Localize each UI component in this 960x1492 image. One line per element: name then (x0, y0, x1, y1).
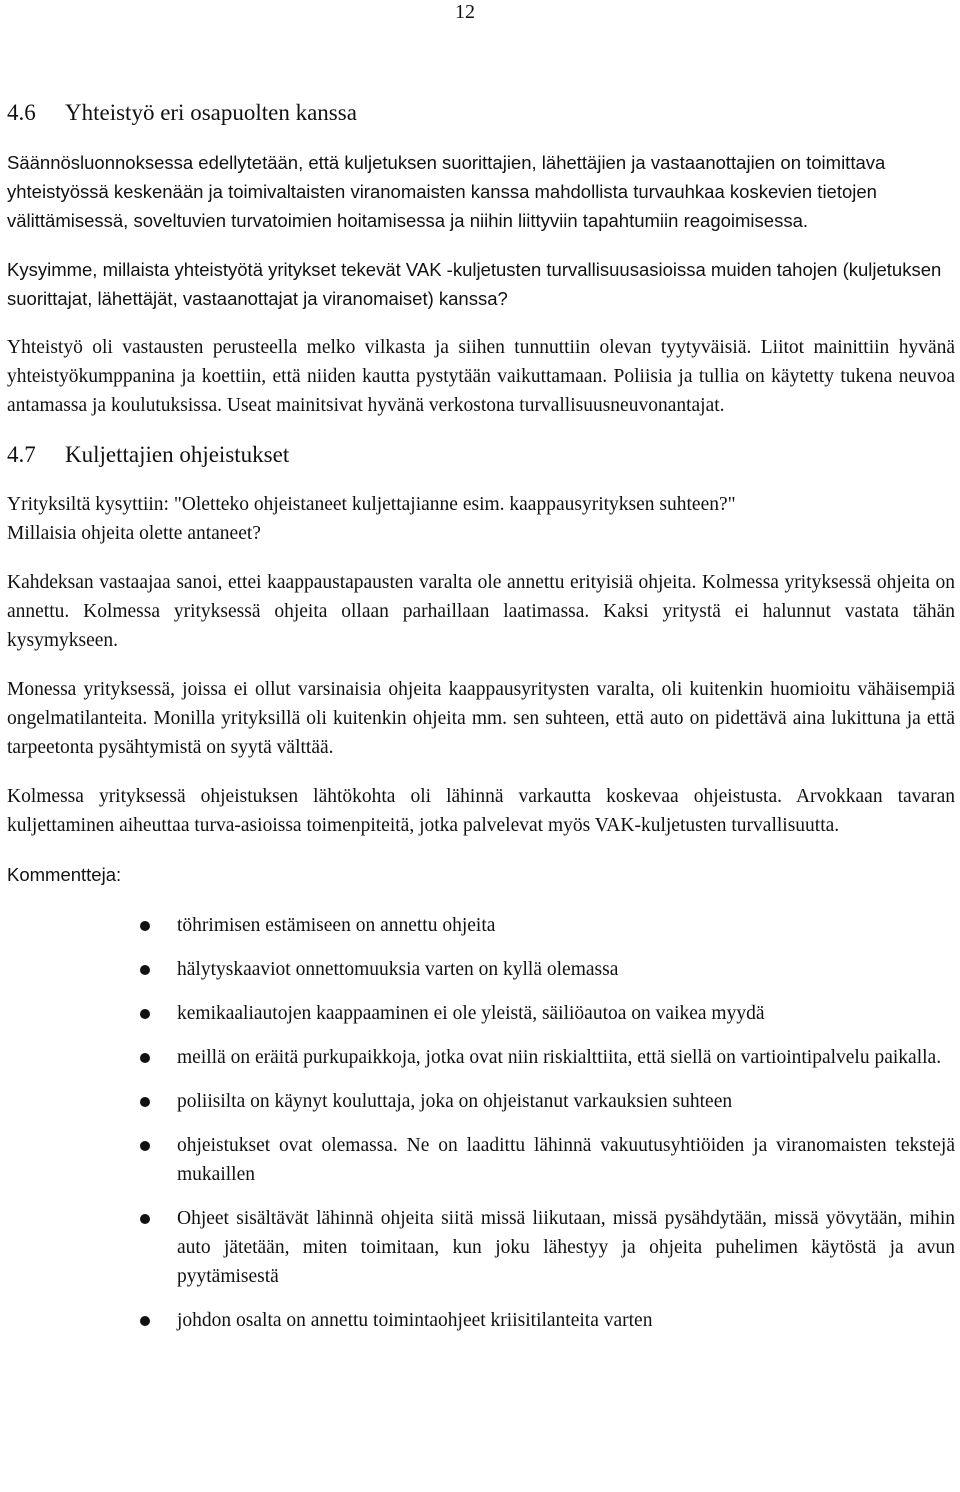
list-item (7, 1131, 955, 1189)
list-item (7, 1087, 955, 1116)
comments-label: Kommentteja: (7, 864, 122, 885)
paragraph-responses: Kahdeksan vastaajaa sanoi, ettei kaappaustapausten varalta ole annettu erityisiä ohjeita. Kolmessa yrityksessä ohjeita on annettu. Kolmessa yrityksessä ohjeita ollaan parhaillaan laatimassa. Kaksi yritystä ei halunnut vastata tähän kysymykseen. (7, 572, 955, 651)
list-item-text: meillä on eräitä purkupaikkoja, jotka ovat niin riskialttiita, että siellä on vartiointipalvelu paikalla. (177, 1047, 942, 1068)
bullet-icon (140, 1141, 150, 1151)
list-item-text: ohjeistukset ovat olemassa. Ne on laadittu lähinnä vakuutusyhtiöiden ja viranomaisten tekstejä mukaillen (177, 1135, 955, 1185)
paragraph-minor-issues: Monessa yrityksessä, joissa ei ollut varsinaisia ohjeita kaappausyritysten varalta, oli kuitenkin huomioitu vähäisempiä ongelmatilanteita. Monilla yrityksillä oli kuitenkin ohjeita mm. sen suhteen, että auto on pidettävä aina lukittuna ja että tarpeetonta pysähtymistä on syytä välttää. (7, 679, 955, 758)
bullet-icon (140, 1214, 150, 1224)
answer-paragraph: Yhteistyö oli vastausten perusteella melko vilkasta ja siihen tunnuttiin olevan tyytyväisiä. Liitot mainittiin hyvänä yhteistyökumppanina ja koettiin, että niiden kautta pystytään vaikuttamaan. Poliisia ja tullia on käytetty tukena neuvoa antamassa ja koulutuksissa. Useat mainitsivat hyvänä verkostona turvallisuusneuvonantajat. (7, 337, 955, 416)
section-number: 4.6 (7, 100, 36, 125)
section-number: 4.7 (7, 442, 36, 467)
list-item (7, 911, 955, 940)
list-item (7, 955, 955, 984)
comments-list (7, 911, 955, 1335)
list-item-text: poliisilta on käynyt kouluttaja, joka on ohjeistanut varkauksien suhteen (177, 1091, 733, 1112)
section-title: Yhteistyö eri osapuolten kanssa (65, 100, 357, 125)
question-line-2: Millaisia ohjeita olette antaneet? (7, 523, 261, 544)
list-item-text: hälytyskaaviot onnettomuuksia varten on kyllä olemassa (177, 959, 619, 980)
list-item-text: Ohjeet sisältävät lähinnä ohjeita siitä missä liikutaan, missä pysähdytään, missä yövytään, mihin auto jätetään, miten toimitaan, kun joku lähestyy ja ohjeita puhelimen käytöstä ja avun pyytämisestä (177, 1208, 955, 1287)
list-item (7, 1043, 955, 1072)
intro-paragraph: Säännösluonnoksessa edellytetään, että kuljetuksen suorittajien, lähettäjien ja vastaanottajien on toimittava yhteistyössä keskenään ja toimivaltaisten viranomaisten kanssa mahdollista turvauhkaa koskevien tietojen välittämisessä, soveltuvien turvatoimien hoitamisessa ja niihin liittyviin tapahtumiin reagoimisessa. (7, 152, 886, 231)
bullet-icon (140, 1097, 150, 1107)
page-number: 12 (455, 1, 475, 23)
bullet-icon (140, 1053, 150, 1063)
list-item-text: kemikaaliautojen kaappaaminen ei ole yleistä, säiliöautoa on vaikea myydä (177, 1003, 765, 1024)
document-body (7, 98, 955, 1350)
bullet-icon (140, 1316, 150, 1326)
section-heading-4-6 (7, 98, 955, 128)
list-item-text: johdon osalta on annettu toimintaohjeet kriisitilanteita varten (177, 1310, 653, 1331)
bullet-icon (140, 921, 150, 931)
paragraph-theft: Kolmessa yrityksessä ohjeistuksen lähtökohta oli lähinnä varkautta koskevaa ohjeistusta. Arvokkaan tavaran kuljettaminen aiheuttaa turva-asioissa toimenpiteitä, jotka palvelevat myös VAK-kuljetusten turvallisuutta. (7, 786, 955, 836)
bullet-icon (140, 1009, 150, 1019)
list-item (7, 999, 955, 1028)
bullet-icon (140, 965, 150, 975)
list-item-text: töhrimisen estämiseen on annettu ohjeita (177, 915, 496, 936)
question-line-1: Yrityksiltä kysyttiin: "Oletteko ohjeistaneet kuljettajianne esim. kaappausyrityksen suhteen?" (7, 494, 736, 515)
list-item (7, 1204, 955, 1291)
question-paragraph: Kysyimme, millaista yhteistyötä yritykset tekevät VAK -kuljetusten turvallisuusasioissa muiden tahojen (kuljetuksen suorittajat, lähettäjät, vastaanottajat ja viranomaiset) kanssa? (7, 259, 942, 309)
list-item (7, 1306, 955, 1335)
section-heading-4-7 (7, 440, 955, 470)
section-title: Kuljettajien ohjeistukset (65, 442, 290, 467)
